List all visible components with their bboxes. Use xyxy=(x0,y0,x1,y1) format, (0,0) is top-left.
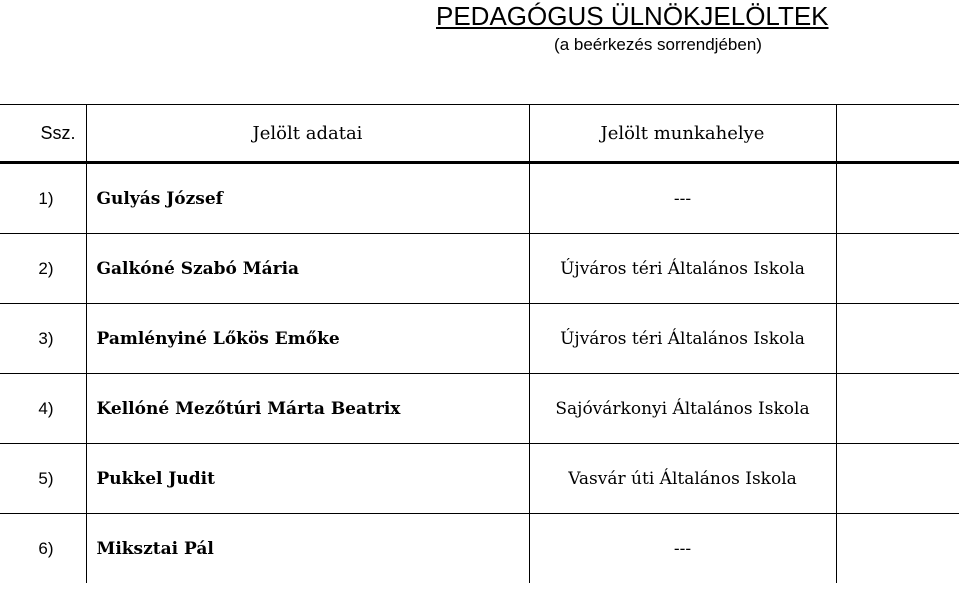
row-number: 3) xyxy=(0,304,86,374)
document-subtitle: (a beérkezés sorrendjében) xyxy=(554,35,762,54)
nominee-name: Miksztai Pál xyxy=(86,514,529,584)
header-workplace: Jelölt munkahelye xyxy=(529,105,836,163)
nominees-table xyxy=(0,104,959,583)
nominee-name: Kellóné Mezőtúri Márta Beatrix xyxy=(86,374,529,444)
nominee-workplace: Újváros téri Általános Iskola xyxy=(529,234,836,304)
row-number: 1) xyxy=(0,163,86,234)
empty-cell xyxy=(836,304,959,374)
row-number: 4) xyxy=(0,374,86,444)
empty-cell xyxy=(836,514,959,584)
empty-cell xyxy=(836,444,959,514)
table-row xyxy=(0,304,959,374)
table-row xyxy=(0,444,959,514)
header-name: Jelölt adatai xyxy=(86,105,529,163)
nominee-name: Gulyás József xyxy=(86,163,529,234)
empty-cell xyxy=(836,163,959,234)
table-row xyxy=(0,163,959,234)
row-number: 6) xyxy=(0,514,86,584)
table-header-row xyxy=(0,105,959,163)
nominee-name: Pamlényiné Lőkös Emőke xyxy=(86,304,529,374)
table-row xyxy=(0,374,959,444)
nominee-workplace: Sajóvárkonyi Általános Iskola xyxy=(529,374,836,444)
row-number: 5) xyxy=(0,444,86,514)
document-title: PEDAGÓGUS ÜLNÖKJELÖLTEK xyxy=(436,1,829,31)
nominee-name: Pukkel Judit xyxy=(86,444,529,514)
table-row xyxy=(0,234,959,304)
header-number: Ssz. xyxy=(0,105,86,163)
nominee-workplace: Újváros téri Általános Iskola xyxy=(529,304,836,374)
nominee-workplace: Vasvár úti Általános Iskola xyxy=(529,444,836,514)
table-row xyxy=(0,514,959,584)
empty-cell xyxy=(836,234,959,304)
nominee-name: Galkóné Szabó Mária xyxy=(86,234,529,304)
row-number: 2) xyxy=(0,234,86,304)
nominee-workplace: --- xyxy=(529,514,836,584)
empty-cell xyxy=(836,374,959,444)
nominee-workplace: --- xyxy=(529,163,836,234)
header-empty-cell xyxy=(836,105,959,163)
